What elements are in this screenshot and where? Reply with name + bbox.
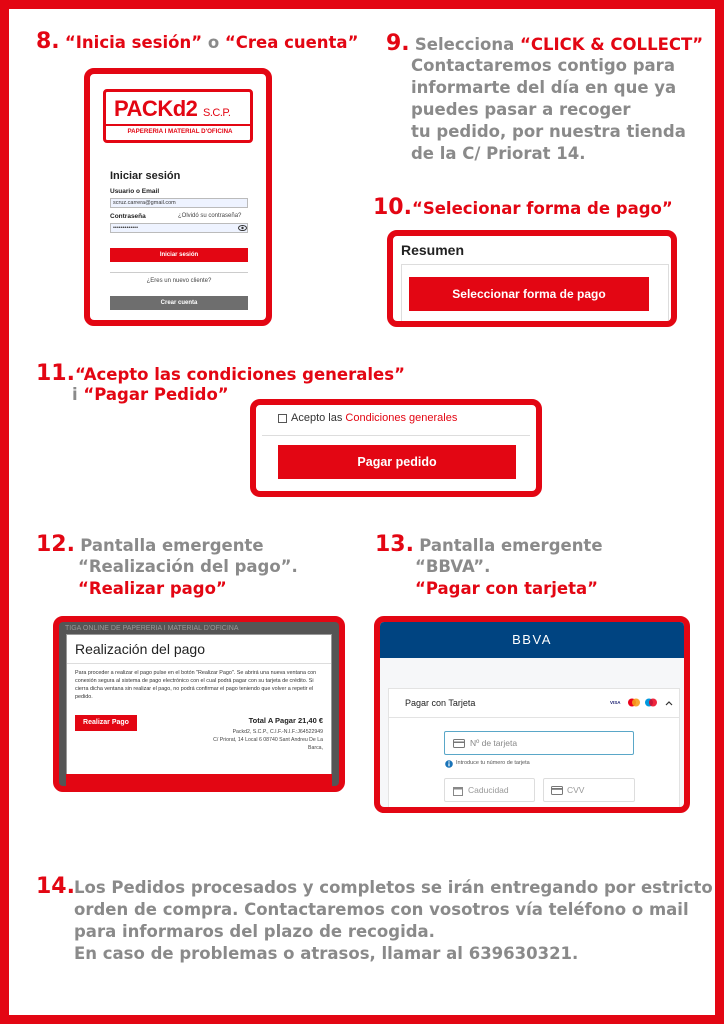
password-field[interactable]: ••••••••••••• (110, 223, 248, 233)
step-number: 8. (36, 29, 60, 54)
terms-link[interactable]: Condiciones generales (345, 412, 458, 424)
cvv-input[interactable]: CVV (543, 778, 635, 802)
maestro-icon (644, 698, 658, 707)
calendar-icon (453, 786, 463, 796)
step-14-heading: 14. (36, 874, 75, 899)
pay-order-button[interactable]: Pagar pedido (278, 445, 516, 479)
click-collect-label: CLICK & COLLECT (530, 35, 693, 54)
step-10-heading: 10.“Selecionar forma de pago” (373, 195, 673, 220)
step-12-popup-name: “Realización del pago”. (78, 557, 298, 576)
terms-checkbox[interactable] (278, 414, 287, 423)
payment-dialog: Realización del pago Para proceder a realizar el pago pulse en el botón "Realizar Pago". Se abrirá una nueva ventana con conexión segura al sistema de pago electrónico con el cual podrá pagar con su tarjeta de crédito. Si cierra dicha ventana sin realizar el pago, no podrá confirmar el pago teniendo que volver a repetir el pedido. Realizar Pago Total A Pagar 21,40 € Packd2, S.C.P., C.I.F.-N.I.F.:J64522949 C/ Priorat, 14 Local 6 08740 Sant Andreu De La Barca, (66, 634, 332, 776)
card-panel: Pagar con Tarjeta VISA Nº de tarjeta Introduce tu número de tarjeta Caducidad CVV (388, 688, 680, 813)
eye-icon[interactable] (238, 224, 247, 232)
accept-screenshot: Acepto las Condiciones generales Pagar pedido (250, 399, 542, 497)
pay-with-card-label[interactable]: Pagar con Tarjeta (405, 698, 476, 708)
visa-icon: VISA (610, 700, 621, 705)
card-number-input[interactable]: Nº de tarjeta (444, 731, 634, 755)
store-address: Packd2, S.C.P., C.I.F.-N.I.F.:J64522949 C/ Priorat, 14 Local 6 08740 Sant Andreu De La Barca, (213, 729, 323, 751)
step-8-action-login: Inicia sesión (75, 33, 192, 52)
bbva-header (380, 622, 684, 658)
step-13-action: “Pagar con tarjeta” (415, 579, 598, 598)
info-icon (445, 760, 453, 768)
forgot-password-link[interactable]: ¿Olvidó su contraseña? (178, 213, 242, 219)
step-12-action: “Realizar pago” (78, 579, 227, 598)
email-field[interactable]: scruz.carrera@gmail.com (110, 198, 248, 208)
credit-card-icon (453, 739, 465, 748)
realizar-pago-button[interactable]: Realizar Pago (75, 715, 137, 731)
create-account-button[interactable]: Crear cuenta (110, 296, 248, 310)
step-8-heading: 8. “Inicia sesión” o “Crea cuenta” (36, 29, 359, 54)
bbva-logo: BBVA (512, 632, 552, 647)
step-13-popup-name: “BBVA”. (415, 557, 491, 576)
step-11-heading: 11.“Acepto las condiciones generales” (36, 361, 405, 386)
mastercard-icon (627, 698, 641, 707)
step-8-action-register: Crea cuenta (235, 33, 348, 52)
bbva-screenshot (374, 616, 690, 813)
packd2-logo: PACKd2 S.C.P. PAPERERIA I MATERIAL D'OFICINA (103, 89, 253, 143)
step-12-heading: 12. Pantalla emergente (36, 532, 264, 557)
step-9-description: Contactaremos contigo para informarte del día en que ya puedes pasar a recoger tu pedido, por nuestra tienda de la C/ Priorat 14. (411, 56, 686, 163)
login-button[interactable]: Iniciar sesión (110, 248, 248, 262)
step-14-description: Los Pedidos procesados y completos se irán entregando por estricto orden de compra. Contactaremos con vosotros vía teléfono o mail para informaros del plazo de recogida. En caso de problemas o atrasos, llamar al 639630321. (74, 878, 713, 963)
login-title: Iniciar sesión (110, 170, 181, 182)
payment-popup-screenshot: TIGA ONLINE DE PAPERERIA I MATERIAL D'OFICINA Realización del pago Para proceder a realizar el pago pulse en el botón "Realizar Pago". Se abrirá una nueva ventana con conexión segura al sistema de pago electrónico con el cual podrá pagar con su tarjeta de crédito. Si cierra dicha ventana sin realizar el pago, no podrá confirmar el pago teniendo que volver a repetir el pedido. Realizar Pago Total A Pagar 21,40 € Packd2, S.C.P., C.I.F.-N.I.F.:J64522949 C/ Priorat, 14 Local 6 08740 Sant Andreu De La Barca, (53, 616, 345, 792)
resumen-screenshot (387, 230, 677, 327)
step-9-heading: 9. Selecciona “CLICK & COLLECT” (386, 31, 704, 56)
expiry-input[interactable]: Caducidad (444, 778, 535, 802)
chevron-up-icon[interactable] (665, 700, 673, 706)
card-back-icon (551, 786, 563, 795)
login-screenshot: PACKd2 S.C.P. PAPERERIA I MATERIAL D'OFICINA Iniciar sesión Usuario o Email scruz.carrera@gmail.com Contraseña ¿Olvidó su contraseña? ••••••••••••• Iniciar sesión ¿Eres un nuevo cliente? Crear cuenta (84, 68, 272, 326)
select-payment-button[interactable]: Seleccionar forma de pago (409, 277, 649, 311)
step-11-heading-line2: i “Pagar Pedido” (72, 385, 229, 404)
step-13-heading: 13. Pantalla emergente (375, 532, 603, 557)
dialog-title: Realización del pago (75, 641, 205, 657)
resumen-title: Resumen (401, 242, 465, 258)
